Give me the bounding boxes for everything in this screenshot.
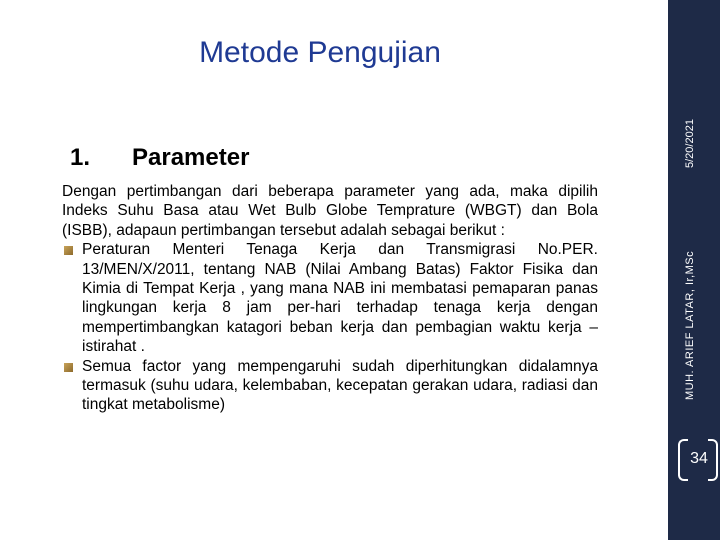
- bullet-item: [62, 240, 598, 356]
- section-number: 1.: [70, 144, 91, 171]
- bullet-icon: [64, 246, 73, 255]
- bullet-text: Peraturan Menteri Tenaga Kerja dan Transmigrasi No.PER. 13/MEN/X/2011, tentang NAB (Nilai Ambang Batas) Faktor Fisika dan Kimia di Tempat Kerja , yang mana NAB ini membatasi pemaparan panas lingkungan kerja 8 jam per-hari terhadap tenaga kerja dengan mempertimbangkan katagori beban kerja dan pembagian waktu kerja –istirahat .: [82, 241, 598, 356]
- intro-paragraph: Dengan pertimbangan dari beberapa parameter yang ada, maka dipilih Indeks Suhu Basa atau Wet Bulb Globe Temprature (WBGT) dan Bola (ISBB), adapaun pertimbangan tersebut adalah sebagai berikut :: [62, 183, 598, 239]
- page-number-value: 34: [690, 450, 708, 467]
- slide-title: Metode Pengujian: [199, 36, 441, 69]
- bullet-item: [62, 357, 598, 415]
- bullet-icon: [64, 363, 73, 372]
- page-number: [678, 439, 720, 479]
- bullet-text: Semua factor yang mempengaruhi sudah diperhitungkan didalamnya termasuk (suhu udara, kelembaban, kecepatan gerakan udara, radiasi dan tingkat metabolisme): [82, 357, 598, 414]
- right-bracket-icon: [708, 439, 718, 481]
- section-title: Parameter: [132, 144, 250, 171]
- slide-body: [62, 182, 598, 415]
- slide-author: MUH. ARIEF LATAR, Ir,MSc: [684, 250, 696, 400]
- slide-date: 5/20/2021: [684, 119, 696, 168]
- left-bracket-icon: [678, 439, 688, 481]
